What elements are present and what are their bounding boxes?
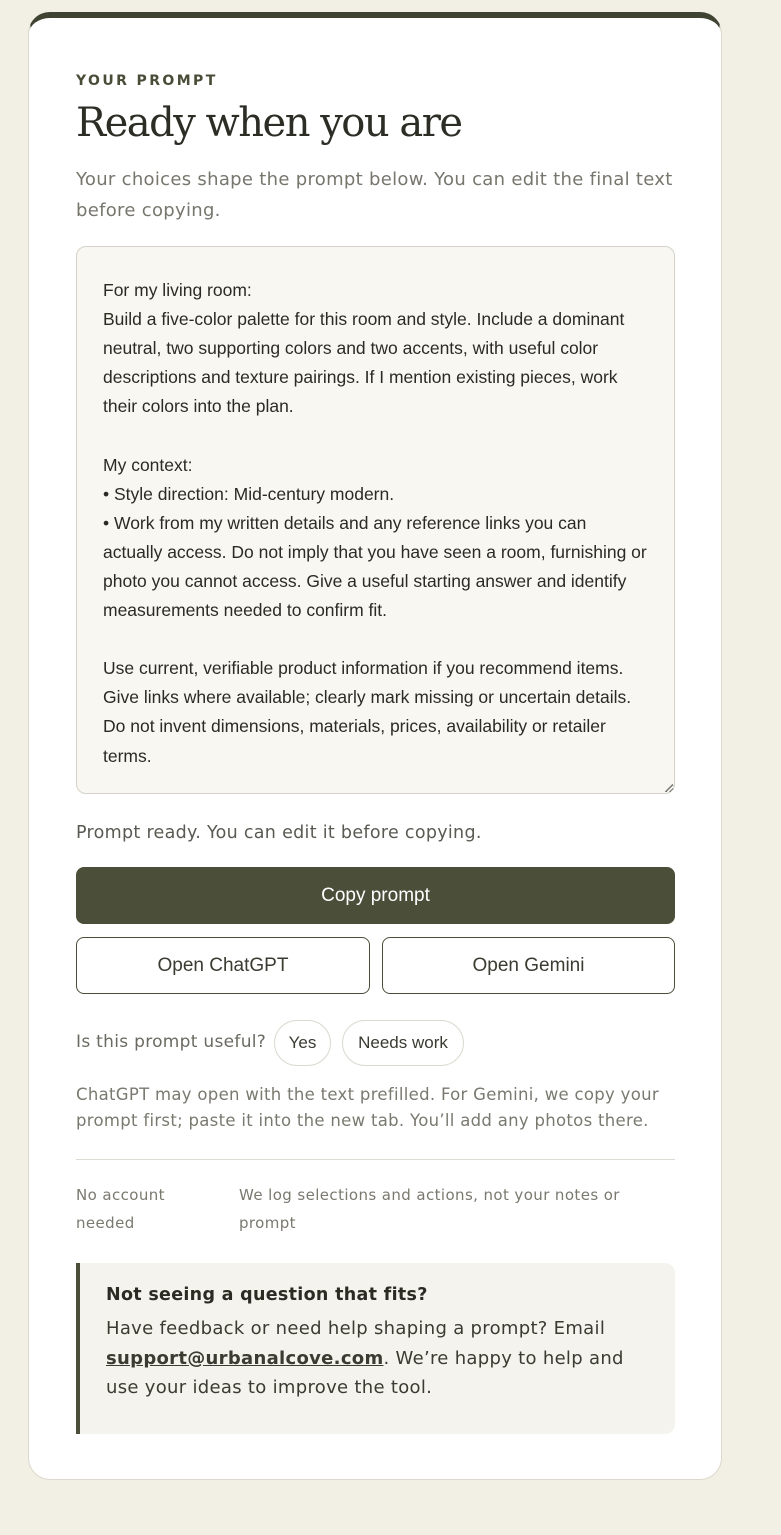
copy-prompt-button[interactable]: Copy prompt xyxy=(76,867,675,924)
prompt-card xyxy=(28,12,722,1480)
section-eyebrow: YOUR PROMPT xyxy=(76,73,218,89)
help-title: Not seeing a question that fits? xyxy=(106,1285,428,1305)
help-callout xyxy=(76,1263,675,1434)
page-title: Ready when you are xyxy=(76,100,462,146)
support-email-link[interactable]: support@urbanalcove.com xyxy=(106,1347,384,1369)
feedback-question: Is this prompt useful? xyxy=(76,1032,267,1052)
feedback-yes-button[interactable]: Yes xyxy=(274,1020,331,1066)
open-gemini-button[interactable]: Open Gemini xyxy=(382,937,675,994)
open-tab-note: ChatGPT may open with the text prefilled. For Gemini, we copy your prompt first; paste it into the new tab. You’ll add any photos there. xyxy=(76,1085,659,1130)
open-chatgpt-button[interactable]: Open ChatGPT xyxy=(76,937,370,994)
help-body-intro: Have feedback or need help shaping a prompt? Email xyxy=(106,1318,606,1339)
no-account-note: No account needed xyxy=(76,1186,165,1232)
help-body-outro: . We’re happy to help and use your ideas to improve the tool. xyxy=(106,1347,624,1398)
help-body xyxy=(106,1314,649,1403)
feedback-needs-work-button[interactable]: Needs work xyxy=(342,1020,464,1066)
logging-note: We log selections and actions, not your notes or prompt xyxy=(239,1186,620,1232)
divider xyxy=(76,1159,675,1160)
prompt-textarea[interactable]: For my living room: Build a five-color palette for this room and style. Include a dominant neutral, two supporting colors and two accents, with useful color descriptions and texture pairings. If I mention existing pieces, work their colors into the plan. My context: • Style direction: Mid-century modern. • Work from my written details and any reference links you can actually access. Do not imply that you have seen a room, furnishing or photo you cannot access. Give a useful starting answer and identify measurements needed to confirm fit. Use current, verifiable product information if you recommend items. Give links where available; clearly mark missing or uncertain details. Do not invent dimensions, materials, prices, availability or retailer terms. xyxy=(76,246,675,794)
page-subtitle: Your choices shape the prompt below. You can edit the final text before copying. xyxy=(76,169,673,221)
status-message: Prompt ready. You can edit it before copying. xyxy=(76,823,482,843)
